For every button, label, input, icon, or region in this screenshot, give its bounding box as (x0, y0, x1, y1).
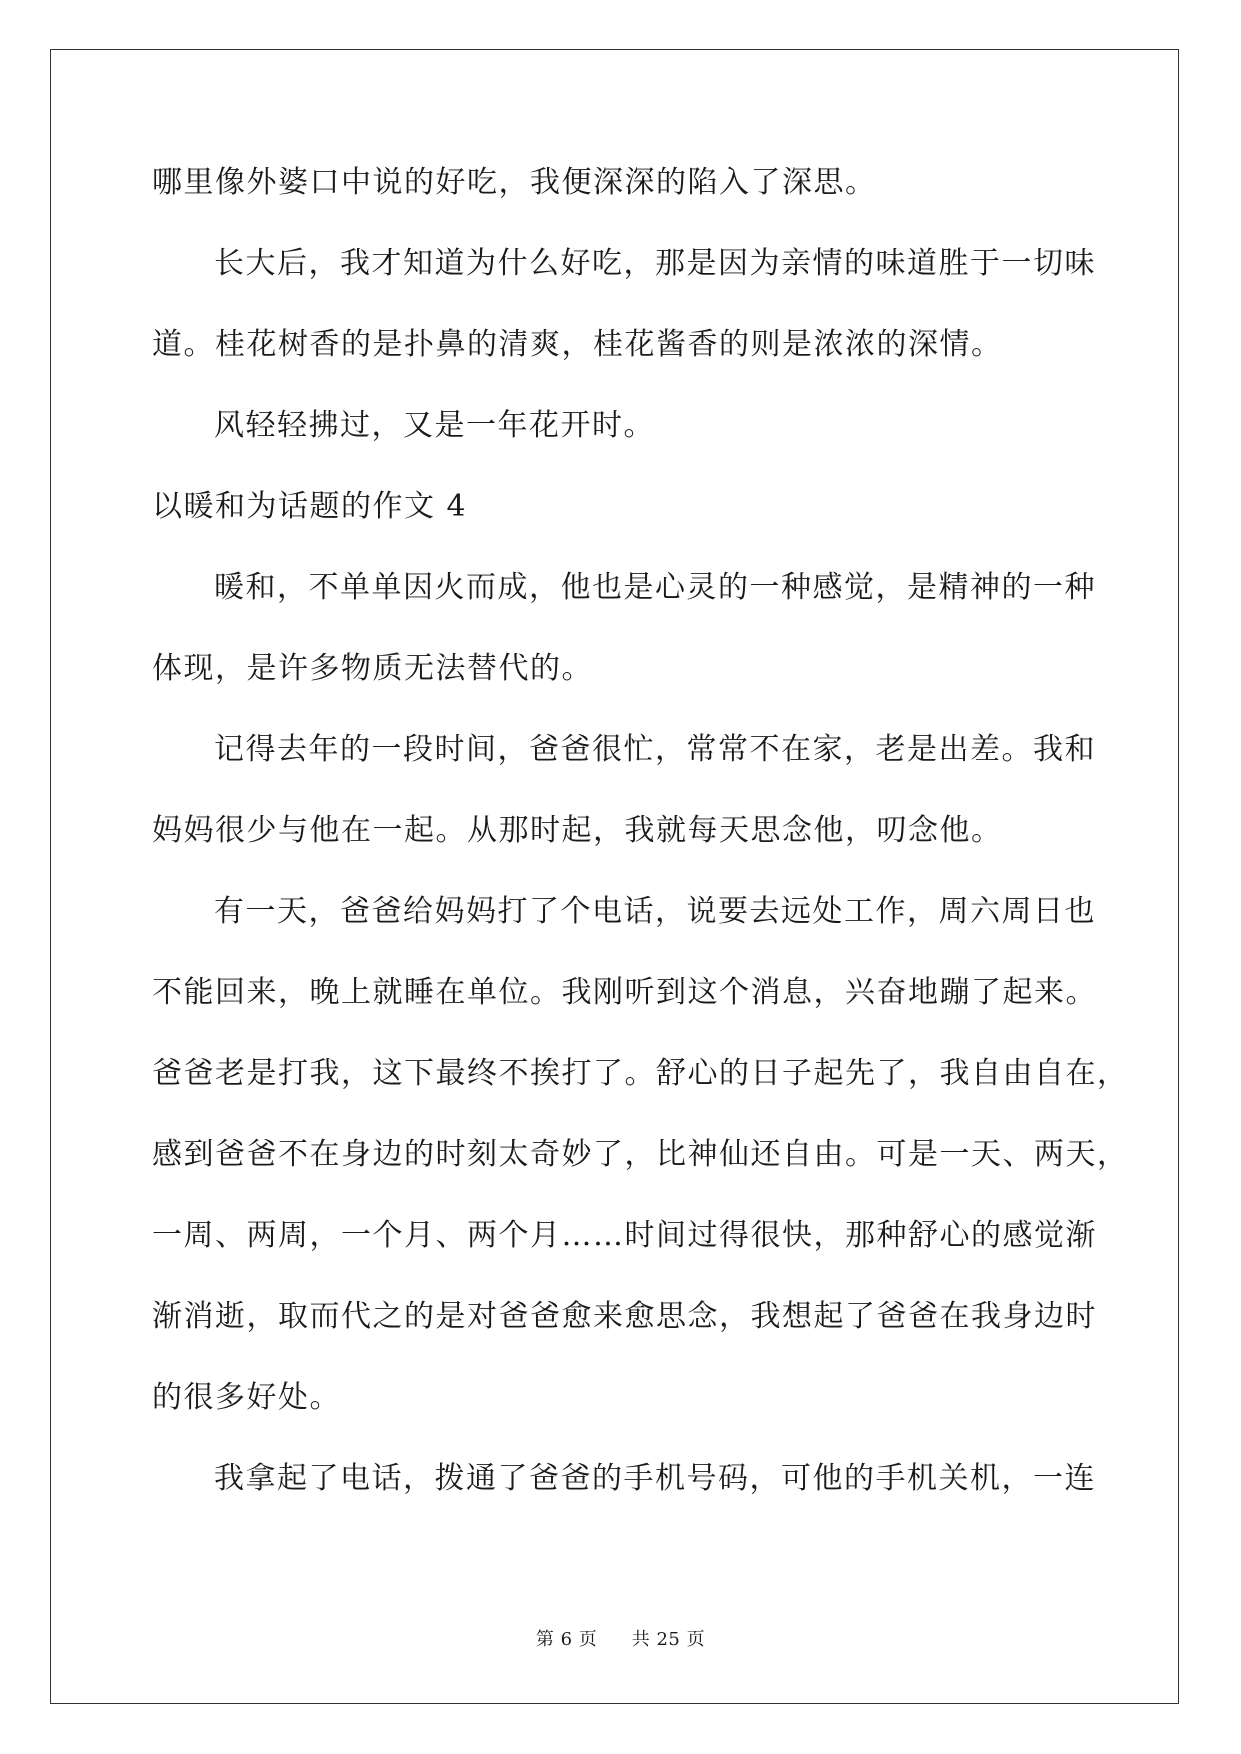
text-line: 体现，是许多物质无法替代的。 (152, 651, 593, 686)
text-line: 我拿起了电话，拨通了爸爸的手机号码，可他的手机关机，一连 (214, 1461, 1096, 1496)
text-line: 爸爸老是打我，这下最终不挨打了。舒心的日子起先了，我自由自在， (152, 1056, 1129, 1091)
text-line: 不能回来，晚上就睡在单位。我刚听到这个消息，兴奋地蹦了起来。 (152, 975, 1097, 1010)
text-line: 感到爸爸不在身边的时刻太奇妙了，比神仙还自由。可是一天、两天， (152, 1137, 1129, 1172)
text-line: 妈妈很少与他在一起。从那时起，我就每天思念他，叨念他。 (152, 813, 1003, 848)
text-line: 有一天，爸爸给妈妈打了个电话，说要去远处工作，周六周日也 (214, 894, 1096, 929)
text-line: 暖和，不单单因火而成，他也是心灵的一种感觉，是精神的一种 (214, 570, 1096, 605)
section-heading: 以暖和为话题的作文 4 (152, 489, 468, 524)
text-line: 的很多好处。 (152, 1380, 341, 1415)
text-line: 长大后，我才知道为什么好吃，那是因为亲情的味道胜于一切味 (214, 246, 1096, 281)
text-line: 一周、两周，一个月、两个月……时间过得很快，那种舒心的感觉渐 (152, 1218, 1097, 1253)
text-line: 风轻轻拂过，又是一年花开时。 (214, 408, 655, 443)
text-line: 记得去年的一段时间，爸爸很忙，常常不在家，老是出差。我和 (214, 732, 1096, 767)
text-line: 哪里像外婆口中说的好吃，我便深深的陷入了深思。 (152, 165, 877, 200)
text-line: 渐消逝，取而代之的是对爸爸愈来愈思念，我想起了爸爸在我身边时 (152, 1299, 1097, 1334)
document-body (152, 161, 1129, 1538)
page-footer (0, 1625, 1241, 1651)
text-line: 道。桂花树香的是扑鼻的清爽，桂花酱香的则是浓浓的深情。 (152, 327, 1003, 362)
page-total: 共 25 页 (631, 1629, 706, 1650)
page-number: 第 6 页 (535, 1629, 598, 1650)
